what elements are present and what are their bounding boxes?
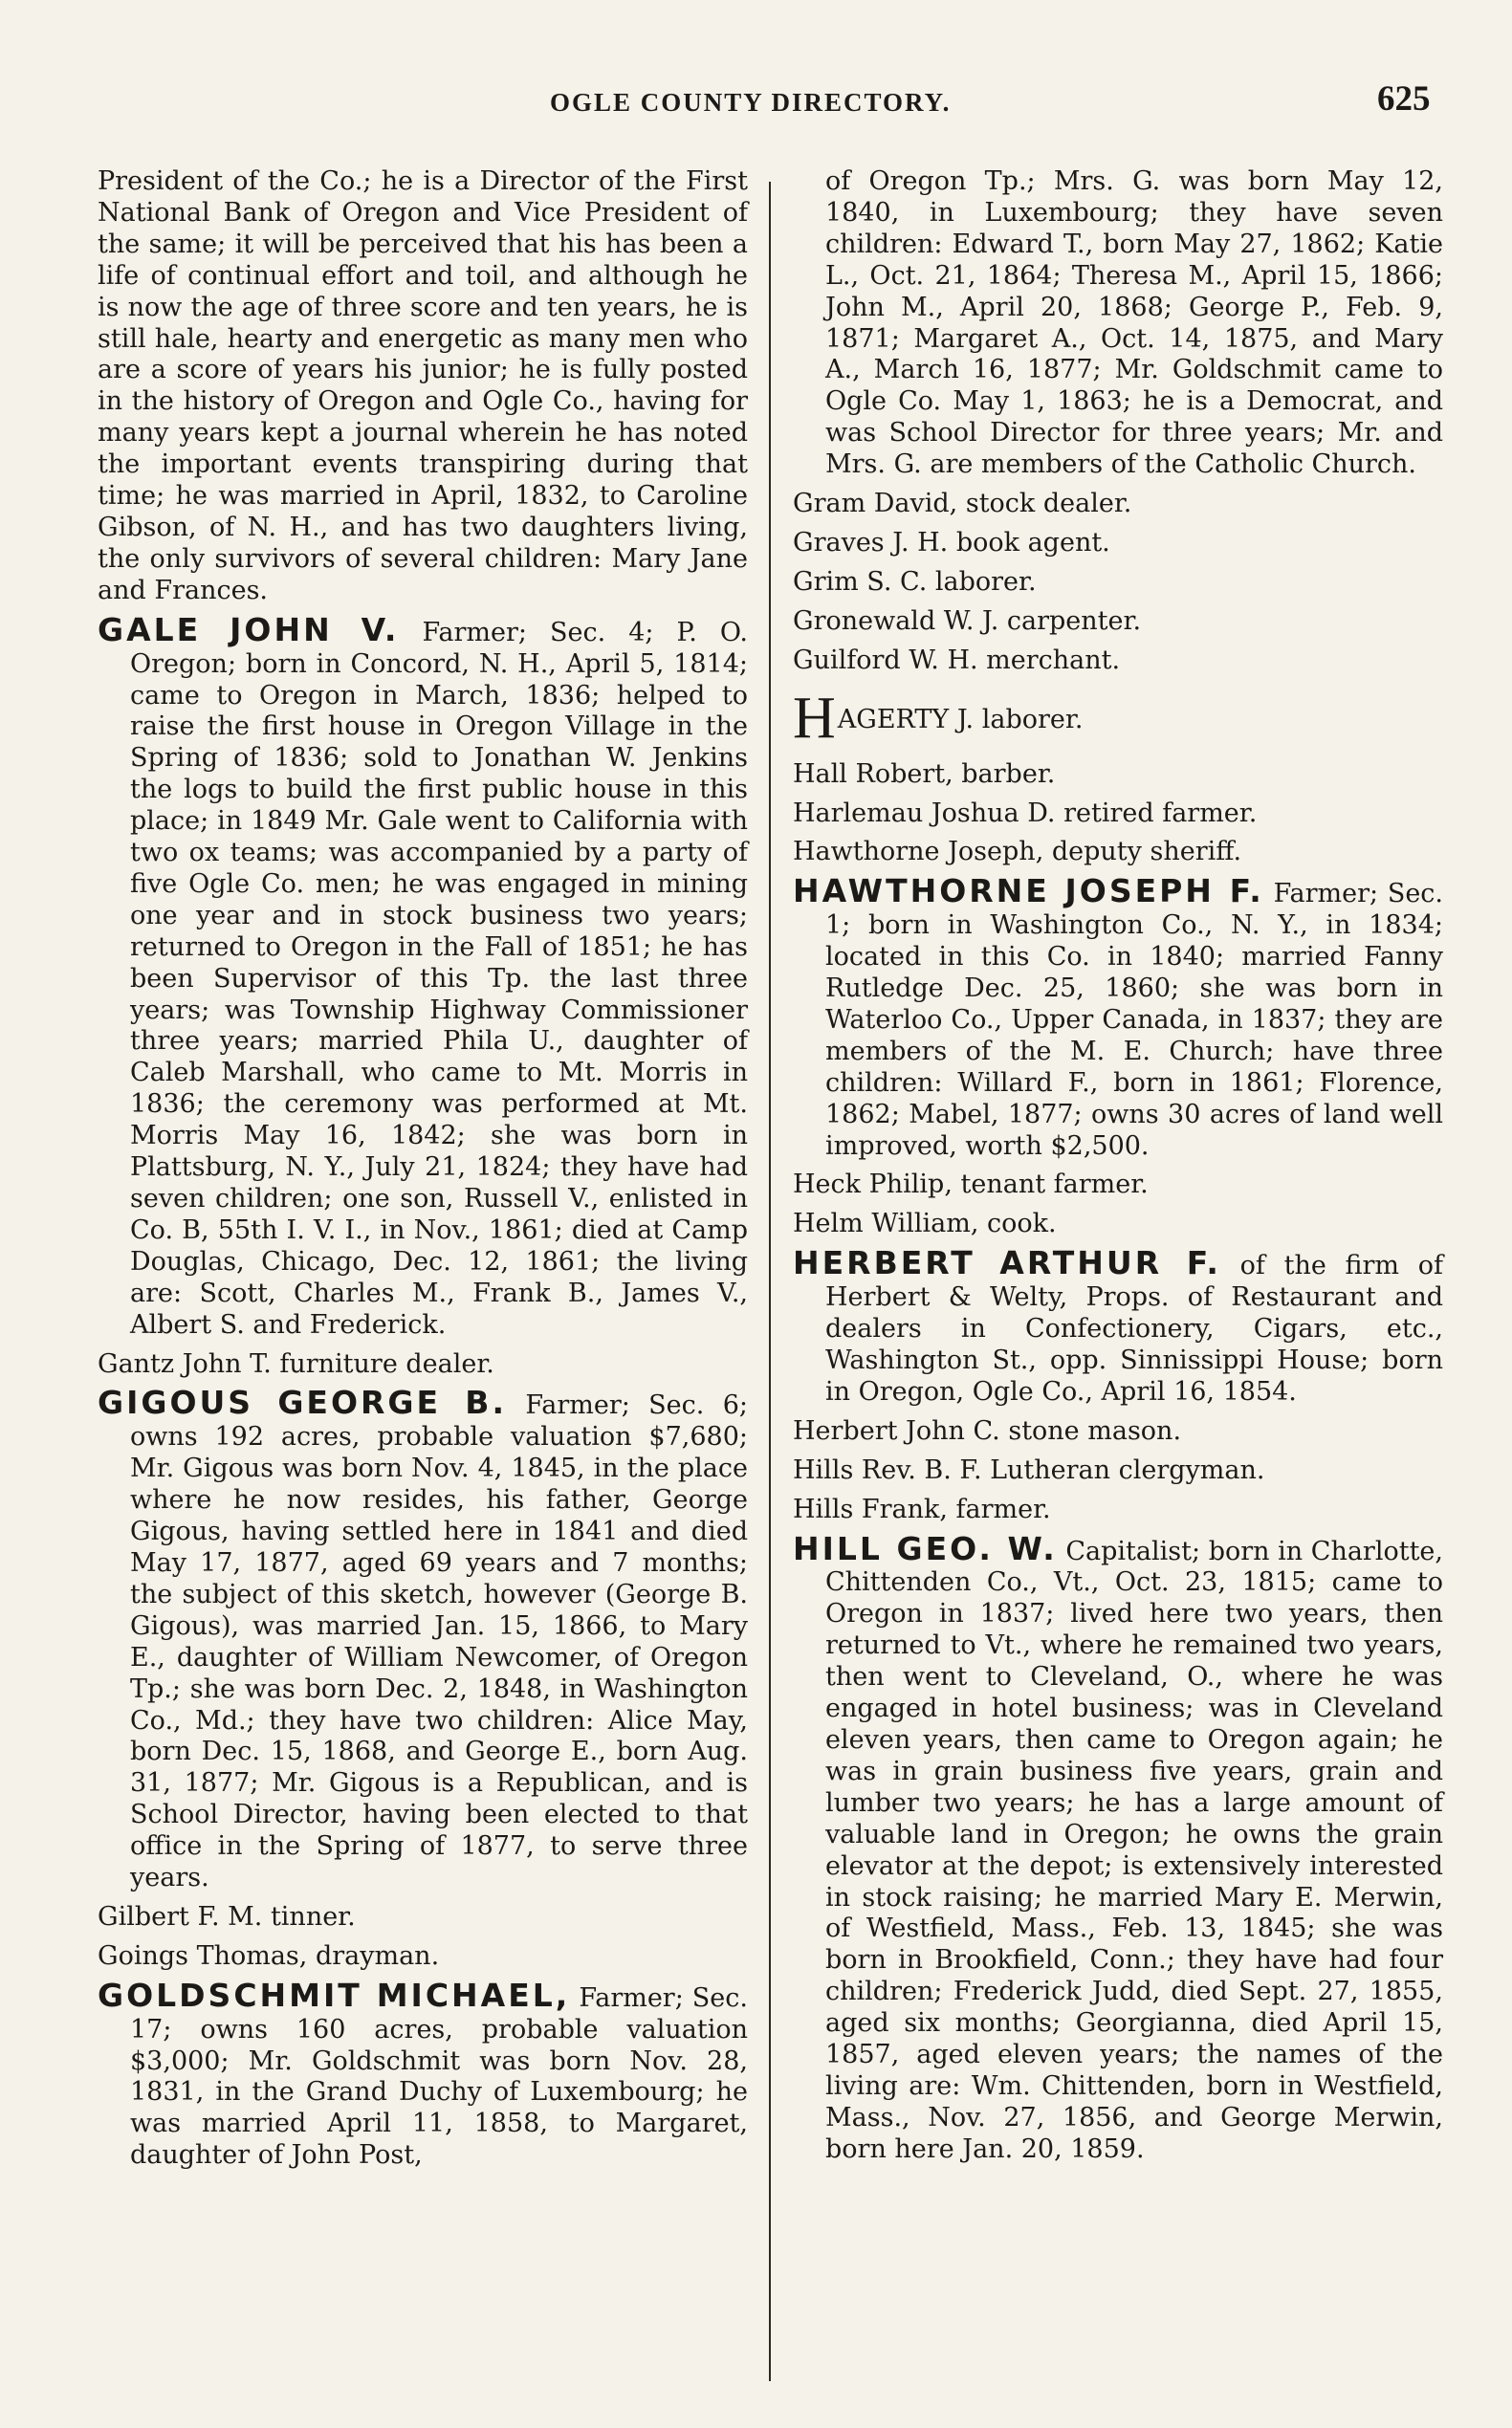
entry-hawthorne-deputy: Hawthorne Joseph, deputy sheriff. — [793, 837, 1242, 867]
column-divider — [769, 182, 771, 2381]
entry-name: GIGOUS GEORGE B. — [98, 1384, 507, 1422]
entry-harlemau: Harlemau Joshua D. retired farmer. — [793, 798, 1258, 828]
entry-herbert-arthur — [793, 1244, 1443, 1409]
entry-text: Farmer; Sec. 4; P. O. Oregon; born in Concord, N. H., April 5, 1814; came to Oregon in March, 1836; helped to raise the first house in Oregon Village in the Spring of 1836; sold to Jonathan W. Jenkins the logs to build the first public house in this place; in 1849 Mr. Gale went to California with two ox teams; was accompanied by a party of five Ogle Co. men; he was engaged in mining one year and in stock business two years; returned to Oregon in the Fall of 1851; he has been Supervisor of this Tp. the last three years; was Township Highway Commissioner three years; married Phila U., daughter of Caleb Marshall, who came to Mt. Morris in 1836; the ceremony was performed at Mt. Morris May 16, 1842; she was born in Plattsburg, N. Y., July 21, 1824; they have had seven children; one son, Russell V., enlisted in Co. B, 55th I. V. I., in Nov., 1861; died at Camp Douglas, Chicago, Dec. 12, 1861; the living are: Scott, Charles M., Frank B., James V., Albert S. and Frederick. — [130, 617, 748, 1340]
entry-text: AGERTY J. laborer. — [837, 704, 1084, 734]
entry-guilford: Guilford W. H. merchant. — [793, 645, 1121, 675]
entry-hawthorne — [793, 872, 1443, 1162]
entry-gantz: Gantz John T. furniture dealer. — [98, 1348, 494, 1379]
entry-name: HAWTHORNE JOSEPH F. — [793, 872, 1264, 910]
drop-cap-letter: H — [793, 685, 836, 751]
right-column — [793, 166, 1443, 2174]
running-head: OGLE COUNTY DIRECTORY. — [550, 88, 952, 117]
entry-hill — [793, 1529, 1443, 2166]
entry-helm: Helm William, cook. — [793, 1209, 1057, 1239]
entry-graves: Graves J. H. book agent. — [793, 527, 1110, 558]
entry-text: of the firm of Herbert & Welty, Props. of Restaurant and dealers in Confectionery, Cigars, etc., Washington St., opp. Sinnissippi House; born in Oregon, Ogle Co., April 16, 1854. — [825, 1251, 1443, 1407]
entry-grim: Grim S. C. laborer. — [793, 566, 1037, 597]
entry-gronewald: Gronewald W. J. carpenter. — [793, 605, 1142, 636]
entry-name: GOLDSCHMIT MICHAEL, — [98, 1976, 571, 2014]
page-number: 625 — [1377, 79, 1431, 119]
continued-entry-text: President of the Co.; he is a Director of the First National Bank of Oregon and Vice President of the same; it will be perceived that his has been a life of continual effort and toil, and although he is now the age of three score and ten years, he is still hale, hearty and energetic as many men who are a score of years his junior; he is fully posted in the history of Oregon and Ogle Co., having for many years kept a journal wherein he has noted the important events transpiring during that time; he was married in April, 1832, to Caroline Gibson, of N. H., and has two daughters living, the only survivors of several children: Mary Jane and Frances. — [98, 166, 748, 605]
entry-hagerty — [793, 685, 1443, 751]
continued-entry-text: of Oregon Tp.; Mrs. G. was born May 12, 1840, in Luxembourg; they have seven children: Edward T., born May 27, 1862; Katie L., Oct. 21, 1864; Theresa M., April 15, 1866; John M., April 20, 1868; George P., Feb. 9, 1871; Margaret A., Oct. 14, 1875, and Mary A., March 16, 1877; Mr. Goldschmit came to Ogle Co. May 1, 1863; he is a Democrat, and was School Director for three years; Mr. and Mrs. G. are members of the Catholic Church. — [825, 166, 1443, 480]
entry-name: HERBERT ARTHUR F. — [793, 1244, 1221, 1282]
entry-heck: Heck Philip, tenant farmer. — [793, 1170, 1149, 1200]
entry-text: Farmer; Sec. 6; owns 192 acres, probable valuation $7,680; Mr. Gigous was born Nov. 4, 1845, in the place where he now resides, his father, George Gigous, having settled here in 1841 and died May 17, 1877, aged 69 years and 7 months; the subject of this sketch, however (George B. Gigous), was married Jan. 15, 1866, to Mary E., daughter of William Newcomer, of Oregon Tp.; she was born Dec. 2, 1848, in Washington Co., Md.; they have two children: Alice May, born Dec. 15, 1868, and George E., born Aug. 31, 1877; Mr. Gigous is a Republican, and is School Director, having been elected to that office in the Spring of 1877, to serve three years. — [130, 1390, 748, 1893]
entry-hills-frank: Hills Frank, farmer. — [793, 1494, 1051, 1524]
entry-gale — [98, 610, 748, 1342]
entry-text: Capitalist; born in Charlotte, Chittenden Co., Vt., Oct. 23, 1815; came to Oregon in 1837; lived here two years, then returned to Vt., where he remained two years, then went to Cleveland, O., where he was engaged in hotel business; was in Cleveland eleven years, then came to Oregon again; he was in grain business five years, grain and lumber two years; he has a large amount of valuable land in Oregon; he owns the grain elevator at the depot; is extensively interested in stock raising; he married Mary E. Merwin, of Westfield, Mass., Feb. 13, 1845; she was born in Brookfield, Conn.; they have had four children; Frederick Judd, died Sept. 27, 1855, aged six months; Georgianna, died April 15, 1857, aged eleven years; the names of the living are: Wm. Chittenden, born in Westfield, Mass., Nov. 27, 1856, and George Merwin, born here Jan. 20, 1859. — [825, 1536, 1443, 2164]
entry-text: Farmer; Sec. 17; owns 160 acres, probable valuation $3,000; Mr. Goldschmit was born Nov. 28, 1831, in the Grand Duchy of Luxembourg; he was married April 11, 1858, to Margaret, daughter of John Post, — [130, 1982, 748, 2171]
entry-gigous — [98, 1384, 748, 1894]
entry-text: Farmer; Sec. 1; born in Washington Co., N. Y., in 1834; located in this Co. in 1840; married Fanny Rutledge Dec. 25, 1860; she was born in Waterloo Co., Upper Canada, in 1837; they are members of the M. E. Church; have three children: Willard F., born in 1861; Florence, 1862; Mabel, 1877; owns 30 acres of land well improved, worth $2,500. — [825, 879, 1443, 1161]
entry-goings: Goings Thomas, drayman. — [98, 1940, 440, 1971]
entry-goldschmit — [98, 1976, 748, 2172]
entry-gilbert: Gilbert F. M. tinner. — [98, 1901, 356, 1932]
entry-name: HILL GEO. W. — [793, 1529, 1058, 1567]
left-column — [98, 166, 748, 2179]
entry-name: GALE JOHN V. — [98, 610, 400, 648]
entry-hall: Hall Robert, barber. — [793, 758, 1056, 789]
entry-gram: Gram David, stock dealer. — [793, 489, 1132, 519]
entry-herbert-john: Herbert John C. stone mason. — [793, 1415, 1182, 1446]
entry-hills-rev: Hills Rev. B. F. Lutheran clergyman. — [793, 1455, 1265, 1485]
